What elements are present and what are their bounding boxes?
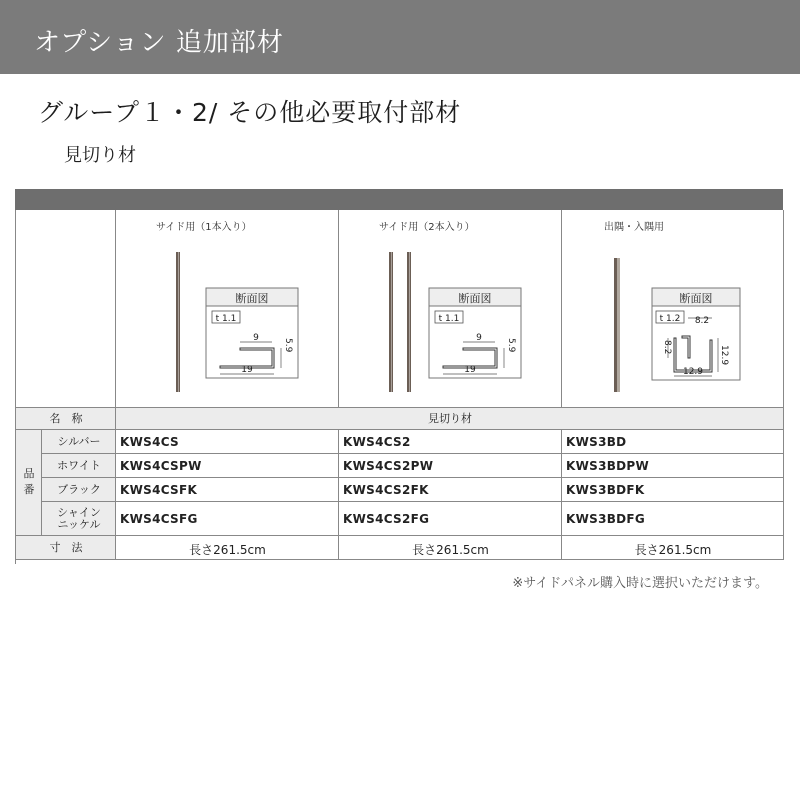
color-cell-white: [42, 454, 116, 478]
trim-bar-side: [617, 258, 620, 392]
product-code: KWS4CSPW: [120, 459, 202, 473]
profile-illustration-1: [116, 210, 339, 408]
size-header: 寸 法: [49, 541, 83, 554]
code-cell: [562, 454, 784, 478]
trim-bar-highlight: [409, 252, 410, 392]
product-code: KWS4CS2FG: [343, 512, 430, 526]
code-cell: [339, 430, 562, 454]
banner-title: オプション 追加部材: [34, 28, 284, 58]
table-header-bar: [15, 189, 783, 210]
product-image-cell-2: [339, 210, 562, 408]
size-cell: [339, 536, 562, 560]
diagram-title: 断面図: [679, 292, 713, 305]
product-code: KWS4CS2: [343, 435, 411, 449]
code-cell: [339, 454, 562, 478]
spec-grid: [15, 210, 783, 564]
name-header-cell: [16, 408, 116, 430]
product-image-cell-1: [116, 210, 339, 408]
size-header-cell: [16, 536, 116, 560]
diagram-title: 断面図: [235, 292, 269, 305]
size-cell: [116, 536, 339, 560]
name-value: 見切り材: [428, 412, 472, 425]
product-code: KWS4CSFK: [120, 483, 198, 497]
dim-top: 9: [476, 333, 482, 343]
color-cell-silver: [42, 430, 116, 454]
profile-illustration-2: [339, 210, 562, 408]
thickness-label: t 1.1: [438, 314, 460, 324]
color-label: ブラック: [57, 483, 101, 496]
code-cell: [339, 478, 562, 502]
product-code: KWS4CS: [120, 435, 179, 449]
color-label: シルバー: [57, 435, 101, 448]
trim-bar-highlight: [391, 252, 392, 392]
product-image-label: サイド用（2本入り）: [379, 222, 475, 233]
spec-table: [15, 189, 783, 564]
dim-side: 5.9: [506, 338, 516, 353]
code-cell: [562, 430, 784, 454]
size-value: 長さ261.5cm: [634, 543, 712, 557]
code-cell: [116, 430, 339, 454]
product-image-label: 出隅・入隅用: [604, 222, 664, 233]
color-cell-shine-nickel: [42, 502, 116, 536]
dim-top: 9: [253, 333, 259, 343]
product-code: KWS3BDPW: [566, 459, 650, 473]
code-cell: [116, 502, 339, 536]
dim-bottom: 12.9: [682, 367, 704, 377]
code-cell: [562, 478, 784, 502]
image-row-empty-cell: [16, 210, 116, 408]
product-code: KWS3BD: [566, 435, 627, 449]
hinban-label-cell: [16, 430, 42, 536]
dim-bottom: 19: [464, 365, 476, 375]
name-header: 名 称: [49, 412, 83, 425]
dim-side: 12.9: [719, 345, 729, 366]
diagram-title: 断面図: [458, 292, 492, 305]
code-cell: [562, 502, 784, 536]
code-cell: [116, 454, 339, 478]
section-heading: グループ１・2/ その他必要取付部材: [38, 98, 462, 127]
product-code: KWS4CSFG: [120, 512, 198, 526]
product-image-label: サイド用（1本入り）: [156, 222, 252, 233]
size-value: 長さ261.5cm: [412, 543, 489, 557]
section-subheading: 見切り材: [64, 145, 136, 166]
name-value-cell: [116, 408, 784, 430]
footnote: ※サイドパネル購入時に選択いただけます。: [512, 576, 768, 591]
product-image-cell-3: [562, 210, 784, 408]
color-label: シャイン ニッケル: [57, 506, 101, 531]
dim-bottom: 19: [241, 365, 253, 375]
top-banner: [0, 0, 800, 74]
code-cell: [116, 478, 339, 502]
trim-bar-highlight: [178, 252, 179, 392]
dim-left: 8.2: [662, 340, 672, 355]
hinban-label: 品 番: [23, 467, 35, 496]
product-code: KWS3BDFG: [566, 512, 646, 526]
size-cell: [562, 536, 784, 560]
product-code: KWS3BDFK: [566, 483, 645, 497]
size-value: 長さ261.5cm: [189, 543, 266, 557]
product-code: KWS4CS2PW: [343, 459, 434, 473]
profile-illustration-3: [562, 210, 784, 408]
dim-side: 5.9: [283, 338, 293, 353]
code-cell: [339, 502, 562, 536]
dim-top: 8.2: [694, 316, 710, 326]
thickness-label: t 1.2: [659, 314, 681, 324]
thickness-label: t 1.1: [215, 314, 237, 324]
product-code: KWS4CS2FK: [343, 483, 429, 497]
color-cell-black: [42, 478, 116, 502]
color-label: ホワイト: [57, 459, 101, 472]
